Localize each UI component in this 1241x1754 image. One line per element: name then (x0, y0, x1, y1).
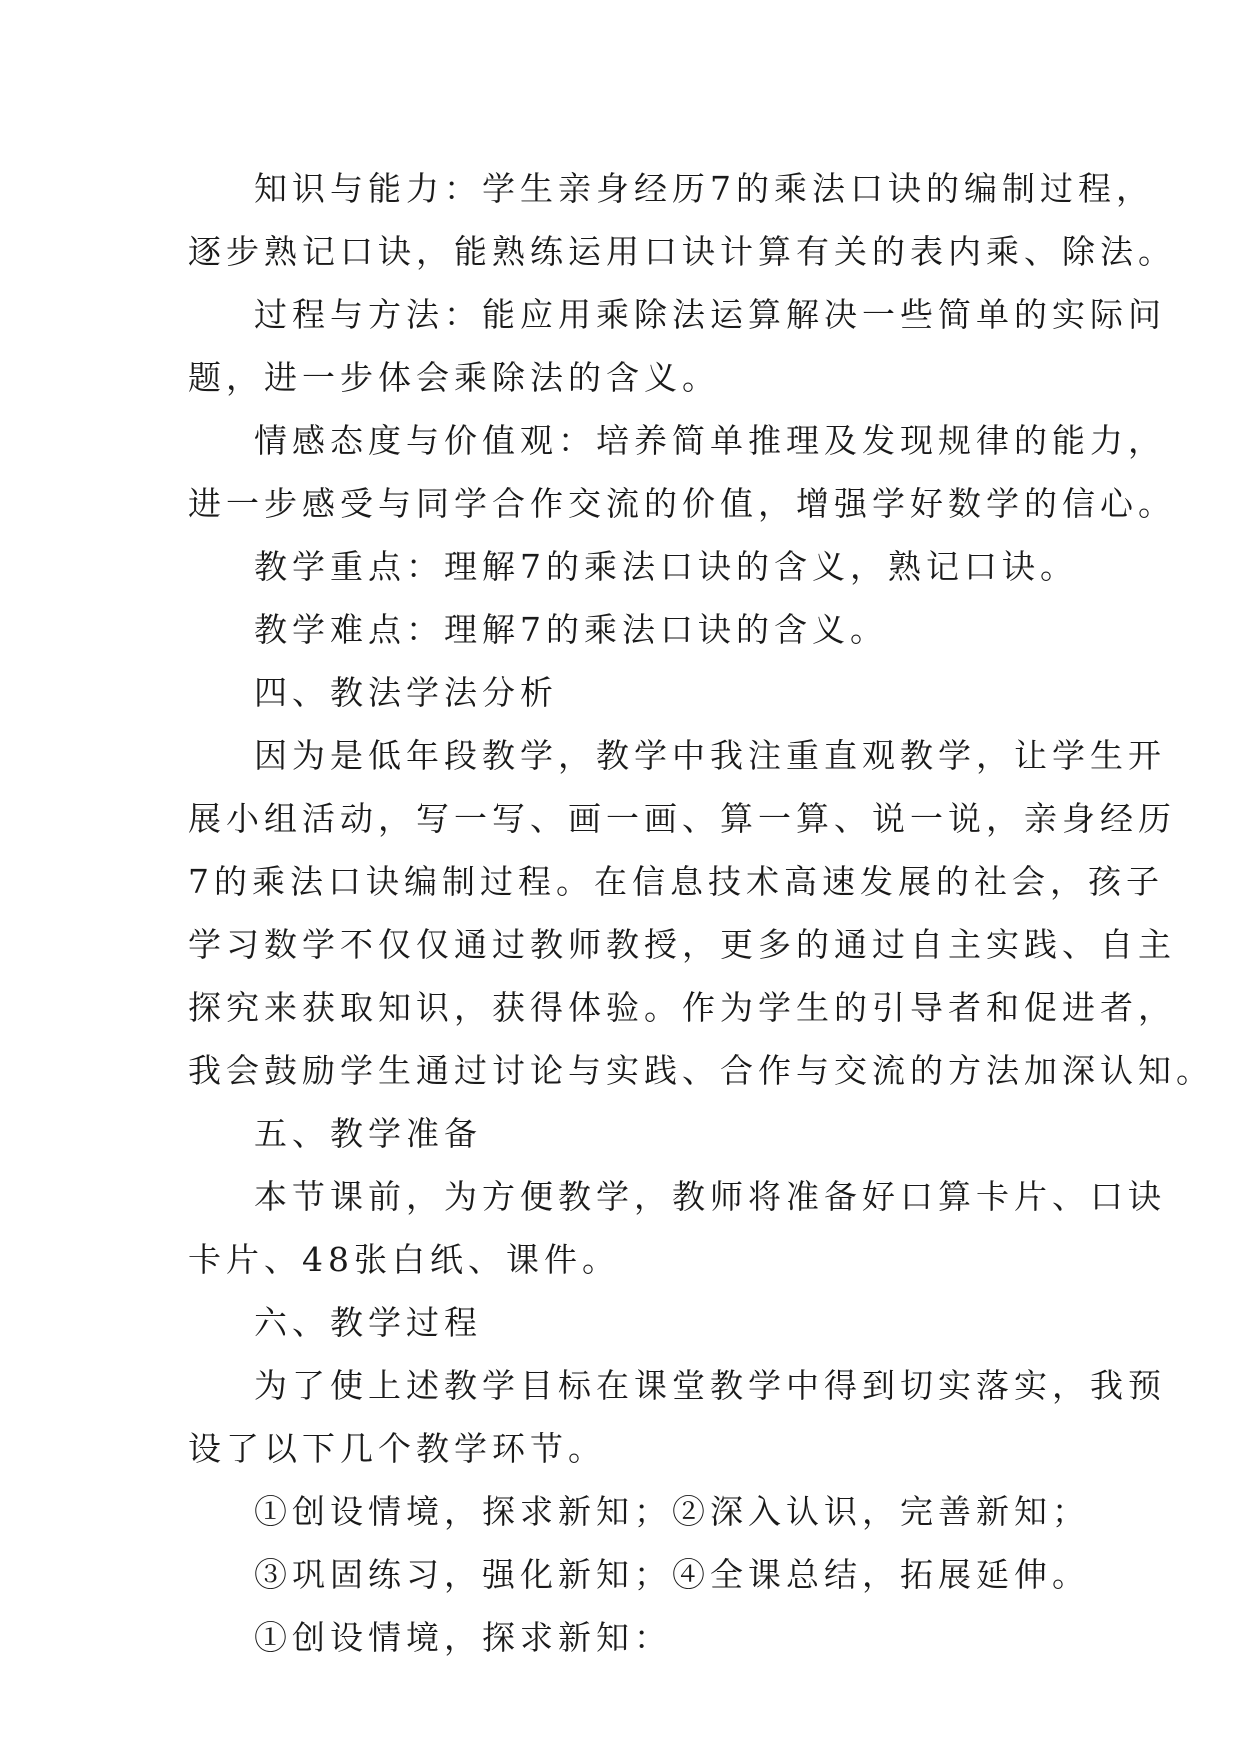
step-list-line: ③巩固练习，强化新知；④全课总结，拓展延伸。 (254, 1555, 1090, 1594)
paragraph-line: 教学难点：理解7的乘法口诀的含义。 (254, 610, 888, 649)
paragraph-line: 7的乘法口诀编制过程。在信息技术高速发展的社会，孩子 (188, 862, 1164, 901)
document-page (188, 157, 1214, 1669)
paragraph-line: 逐步熟记口诀，能熟练运用口诀计算有关的表内乘、除法。 (188, 232, 1176, 271)
paragraph-line: 过程与方法：能应用乘除法运算解决一些简单的实际问 (254, 295, 1166, 334)
paragraph-line: 设了以下几个教学环节。 (188, 1429, 606, 1468)
paragraph-line: 探究来获取知识，获得体验。作为学生的引导者和促进者， (188, 988, 1176, 1027)
paragraph-line: 进一步感受与同学合作交流的价值，增强学好数学的信心。 (188, 484, 1176, 523)
paragraph-line: 情感态度与价值观：培养简单推理及发现规律的能力， (254, 421, 1166, 460)
paragraph-line: 本节课前，为方便教学，教师将准备好口算卡片、口诀 (254, 1177, 1166, 1216)
paragraph-line: 题，进一步体会乘除法的含义。 (188, 358, 720, 397)
paragraph-line: 为了使上述教学目标在课堂教学中得到切实落实，我预 (254, 1366, 1166, 1405)
step-list-line: ①创设情境，探求新知；②深入认识，完善新知； (254, 1492, 1090, 1531)
paragraph-line: 学习数学不仅仅通过教师教授，更多的通过自主实践、自主 (188, 925, 1176, 964)
section-heading: 六、教学过程 (254, 1303, 482, 1342)
paragraph-line: 知识与能力：学生亲身经历7的乘法口诀的编制过程， (254, 169, 1154, 208)
section-heading: 四、教法学法分析 (254, 673, 558, 712)
paragraph-line: 卡片、48张白纸、课件。 (188, 1240, 620, 1279)
paragraph-line: 教学重点：理解7的乘法口诀的含义，熟记口诀。 (254, 547, 1078, 586)
paragraph-line: 展小组活动，写一写、画一画、算一算、说一说，亲身经历 (188, 799, 1176, 838)
paragraph-line: 我会鼓励学生通过讨论与实践、合作与交流的方法加深认知。 (188, 1051, 1214, 1090)
step-heading: ①创设情境，探求新知： (254, 1618, 672, 1657)
paragraph-line: 因为是低年段教学，教学中我注重直观教学，让学生开 (254, 736, 1166, 775)
section-heading: 五、教学准备 (254, 1114, 482, 1153)
